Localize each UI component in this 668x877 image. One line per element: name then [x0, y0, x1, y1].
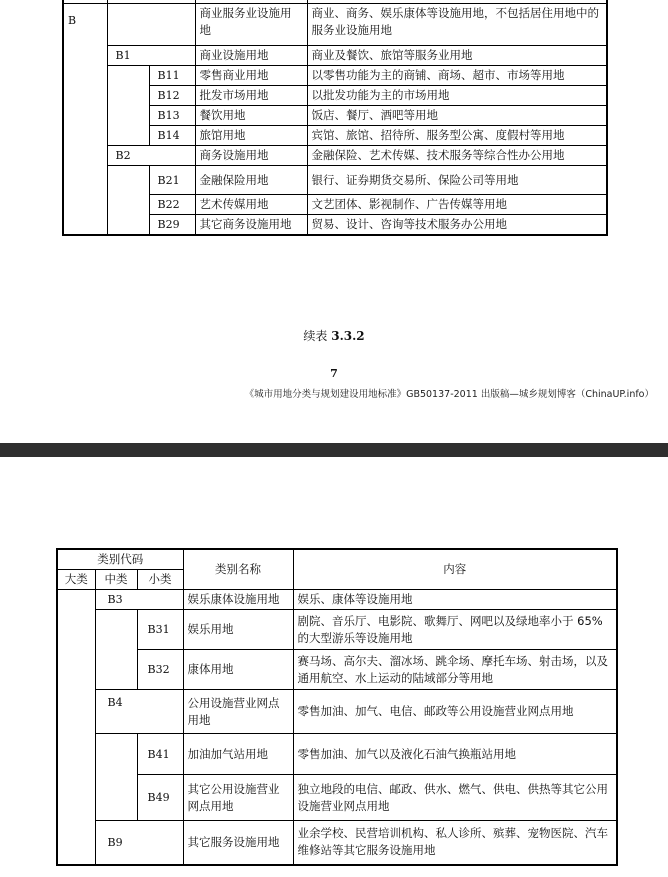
category-name: 商务设施用地: [195, 146, 307, 166]
header-content: 内容: [293, 549, 617, 590]
category-name: 其它公用设施营业网点用地: [183, 775, 293, 821]
header-name: 类别名称: [183, 549, 293, 590]
category-name: 康体用地: [183, 650, 293, 690]
category-content: 零售加油、加气以及液化石油气换瓶站用地: [293, 734, 617, 775]
table-row: [63, 66, 607, 86]
category-content: 饭店、餐厅、酒吧等用地: [307, 106, 607, 126]
table-row: [63, 215, 607, 236]
table-row: [63, 126, 607, 146]
category-content: 剧院、音乐厅、电影院、歌舞厅、网吧以及绿地率小于 65%的大型游乐等设施用地: [293, 610, 617, 650]
minor-code: B32: [137, 650, 183, 690]
table-header-row: [57, 549, 617, 570]
page-separator: [0, 443, 668, 457]
category-name: 金融保险用地: [195, 166, 307, 195]
header-major: 大类: [57, 570, 95, 590]
category-name: 餐饮用地: [195, 106, 307, 126]
category-name: 商业设施用地: [195, 46, 307, 66]
table-row: [63, 86, 607, 106]
mid-code: B4: [95, 690, 183, 734]
header-mid: 中类: [95, 570, 137, 590]
category-content: 以批发功能为主的市场用地: [307, 86, 607, 106]
table-row: [57, 775, 617, 821]
table-row: [63, 4, 607, 46]
continued-label: 续表: [303, 329, 328, 343]
category-content: 银行、证券期货交易所、保险公司等用地: [307, 166, 607, 195]
minor-code: B12: [149, 86, 195, 106]
category-name: 娱乐康体设施用地: [183, 590, 293, 610]
table-row: [57, 821, 617, 865]
land-use-table-upper: [62, 0, 608, 236]
category-name: 公用设施营业网点用地: [183, 690, 293, 734]
table-row: [63, 166, 607, 195]
footer-text: 《城市用地分类与规划建设用地标准》GB50137-2011 出版稿—城乡规划博客（ChinaUP.info）: [244, 389, 654, 400]
table-row: [63, 195, 607, 215]
minor-code: B31: [137, 610, 183, 650]
category-name: 零售商业用地: [195, 66, 307, 86]
category-content: 业余学校、民营培训机构、私人诊所、殡葬、宠物医院、汽车维修站等其它服务设施用地: [293, 821, 617, 865]
category-content: 金融保险、艺术传媒、技术服务等综合性办公用地: [307, 146, 607, 166]
table-row: [57, 734, 617, 775]
minor-code: B41: [137, 734, 183, 775]
category-content: 赛马场、高尔夫、溜冰场、跳伞场、摩托车场、射击场，以及通用航空、水上运动的陆域部分等用地: [293, 650, 617, 690]
page-number: 7: [330, 367, 338, 380]
document-page-lower: [0, 457, 668, 877]
table-row: [57, 590, 617, 610]
category-name: 娱乐用地: [183, 610, 293, 650]
minor-code: B11: [149, 66, 195, 86]
major-code: B: [63, 4, 107, 46]
category-name: 商业服务业设施用地: [195, 4, 307, 46]
header-minor: 小类: [137, 570, 183, 590]
minor-code: B14: [149, 126, 195, 146]
minor-code: B22: [149, 195, 195, 215]
category-content: 贸易、设计、咨询等技术服务办公用地: [307, 215, 607, 236]
minor-code: B29: [149, 215, 195, 236]
category-name: 加油加气站用地: [183, 734, 293, 775]
category-content: 独立地段的电信、邮政、供水、燃气、供电、供热等其它公用设施营业网点用地: [293, 775, 617, 821]
table-row: [57, 610, 617, 650]
table-row: [57, 690, 617, 734]
minor-code: B21: [149, 166, 195, 195]
table-row: [57, 650, 617, 690]
land-use-table-lower: [56, 548, 618, 866]
table-row: [63, 146, 607, 166]
category-name: 旅馆用地: [195, 126, 307, 146]
mid-code: B1: [107, 46, 195, 66]
mid-code: B3: [95, 590, 183, 610]
category-content: 零售加油、加气、电信、邮政等公用设施营业网点用地: [293, 690, 617, 734]
category-name: 艺术传媒用地: [195, 195, 307, 215]
minor-code: B49: [137, 775, 183, 821]
category-content: 商业及餐饮、旅馆等服务业用地: [307, 46, 607, 66]
category-content: 以零售功能为主的商铺、商场、超市、市场等用地: [307, 66, 607, 86]
mid-code: B2: [107, 146, 195, 166]
table-row: [63, 46, 607, 66]
category-name: 其它商务设施用地: [195, 215, 307, 236]
category-name: 批发市场用地: [195, 86, 307, 106]
header-code-group: 类别代码: [57, 549, 183, 570]
continued-number: 3.3.2: [331, 329, 365, 343]
continued-caption: [0, 327, 668, 344]
category-content: 商业、商务、娱乐康体等设施用地，不包括居住用地中的服务业设施用地: [307, 4, 607, 46]
minor-code: B13: [149, 106, 195, 126]
category-content: 文艺团体、影视制作、广告传媒等用地: [307, 195, 607, 215]
mid-code: B9: [95, 821, 183, 865]
category-content: 娱乐、康体等设施用地: [293, 590, 617, 610]
category-name: 其它服务设施用地: [183, 821, 293, 865]
category-content: 宾馆、旅馆、招待所、服务型公寓、度假村等用地: [307, 126, 607, 146]
table-row: [63, 106, 607, 126]
